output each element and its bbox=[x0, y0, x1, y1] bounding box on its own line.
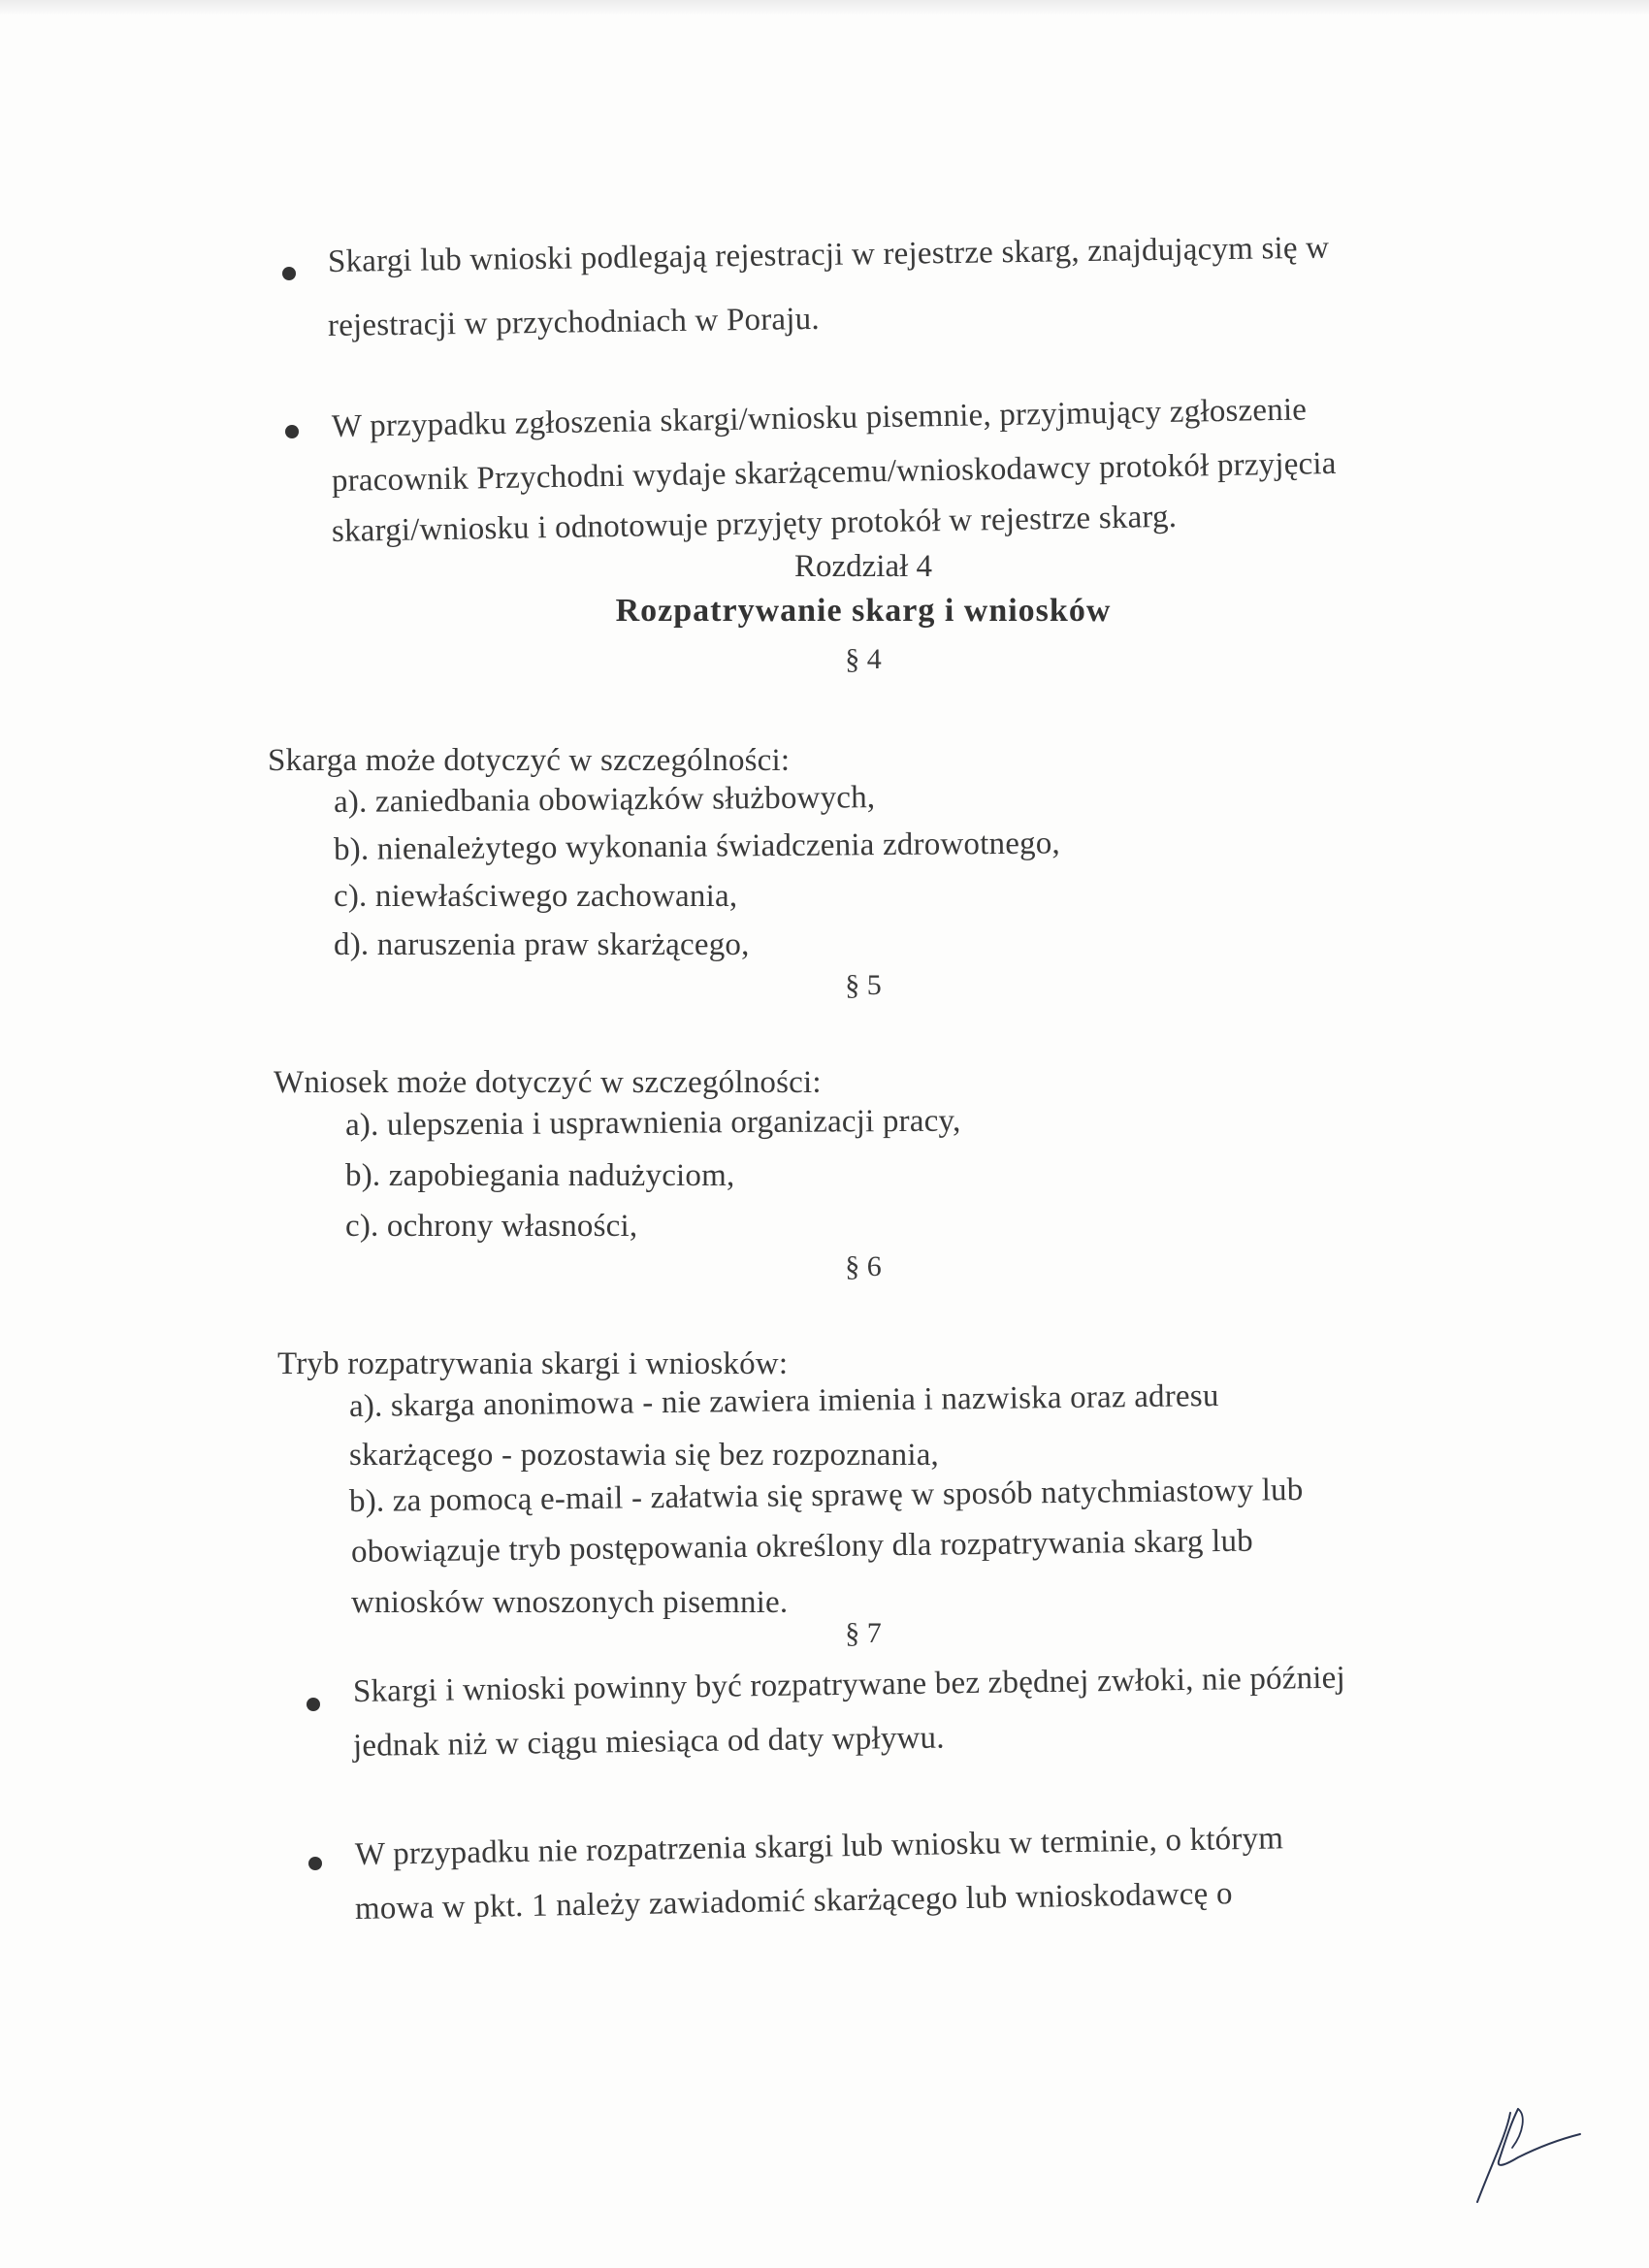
paragraph-7-heading: § 7 bbox=[845, 1617, 882, 1649]
procedure-line: b). za pomocą e-mail - załatwia się sprawę w sposób natychmiastowy lub bbox=[348, 1472, 1304, 1519]
paragraph-5-intro: Wniosek może dotyczyć w szczególności: bbox=[274, 1065, 822, 1100]
bullet-line: jednak niż w ciągu miesiąca od daty wpływu. bbox=[352, 1720, 945, 1764]
bullet-icon bbox=[285, 425, 299, 438]
paragraph-5-heading: § 5 bbox=[845, 969, 882, 1001]
bullet-line: skargi/wniosku i odnotowuje przyjęty protokół w rejestrze skarg. bbox=[331, 499, 1178, 549]
list-item: b). zapobiegania nadużyciom, bbox=[345, 1158, 735, 1193]
list-item: a). zaniedbania obowiązków służbowych, bbox=[333, 780, 876, 820]
chapter-title: Rozpatrywanie skarg i wniosków bbox=[615, 593, 1112, 629]
list-item: c). ochrony własności, bbox=[345, 1209, 638, 1244]
procedure-line: a). skarga anonimowa - nie zawiera imienia i nazwiska oraz adresu bbox=[348, 1378, 1219, 1424]
bullet-line: Skargi lub wnioski podlegają rejestracji w rejestrze skarg, znajdującym się w bbox=[327, 230, 1330, 279]
handwritten-signature-icon bbox=[1450, 2105, 1586, 2212]
paragraph-6-intro: Tryb rozpatrywania skargi i wniosków: bbox=[277, 1346, 789, 1381]
scan-top-edge bbox=[0, 0, 1649, 16]
list-item: d). naruszenia praw skarżącego, bbox=[334, 927, 750, 962]
bullet-line: Skargi i wnioski powinny być rozpatrywane bez zbędnej zwłoki, nie później bbox=[352, 1660, 1346, 1709]
chapter-number: Rozdział 4 bbox=[793, 549, 933, 584]
paragraph-6-heading: § 6 bbox=[845, 1250, 882, 1282]
bullet-icon bbox=[282, 267, 296, 280]
bullet-line: rejestracji w przychodniach w Poraju. bbox=[327, 301, 821, 343]
bullet-icon bbox=[308, 1857, 322, 1870]
bullet-line: W przypadku nie rozpatrzenia skargi lub wniosku w terminie, o którym bbox=[354, 1821, 1284, 1872]
list-item: a). ulepszenia i usprawnienia organizacji pracy, bbox=[344, 1103, 961, 1143]
paragraph-4-intro: Skarga może dotyczyć w szczególności: bbox=[268, 743, 791, 778]
bullet-icon bbox=[307, 1698, 320, 1711]
list-item: c). niewłaściwego zachowania, bbox=[334, 879, 738, 914]
bullet-line: pracownik Przychodni wydaje skarżącemu/wnioskodawcy protokół przyjęcia bbox=[331, 445, 1337, 499]
procedure-line: wniosków wnoszonych pisemnie. bbox=[351, 1585, 789, 1620]
paragraph-4-heading: § 4 bbox=[845, 643, 882, 675]
procedure-line: skarżącego - pozostawia się bez rozpoznania, bbox=[349, 1438, 940, 1473]
procedure-line: obowiązuje tryb postępowania określony dla rozpatrywania skarg lub bbox=[350, 1523, 1254, 1570]
bullet-line: W przypadku zgłoszenia skargi/wniosku pisemnie, przyjmujący zgłoszenie bbox=[331, 392, 1308, 444]
list-item: b). nienależytego wykonania świadczenia zdrowotnego, bbox=[333, 826, 1061, 867]
bullet-line: mowa w pkt. 1 należy zawiadomić skarżącego lub wnioskodawcę o bbox=[354, 1876, 1233, 1927]
